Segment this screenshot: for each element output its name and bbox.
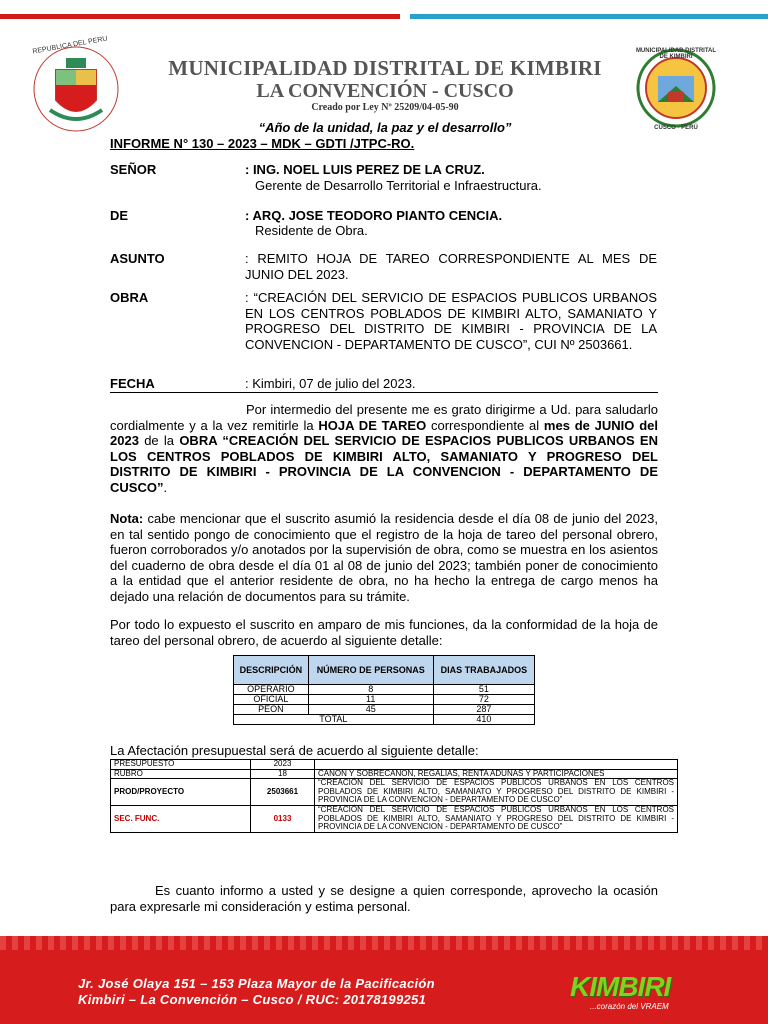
intro-paragraph: Por intermedio del presente me es grato dirigirme a Ud. para saludarlo cordialmente y a la vez remitirle la HOJA DE TAREO correspondiente al mes de JUNIO del 2023 de la OBRA “CREACIÓN DEL SERVICIO DE ESPACIOS PUBLICOS URBANOS EN LOS CENTROS POBLADOS DE KIMBIRI ALTO, SAMANIATO Y PROGRESO DEL DISTRITO DE KIMBIRI - PROVINCIA DE LA CONVENCION - DEPARTAMENTO DE CUSCO”. <box>110 402 658 495</box>
informe-number: INFORME N° 130 – 2023 – MDK – GDTI /JTPC-RO. <box>110 136 415 151</box>
table-cell: OPERARIO <box>234 685 309 695</box>
logo-tagline: ...corazón del VRAEM <box>590 1002 669 1011</box>
header-stripe-red <box>0 14 400 19</box>
table-cell: 2503661 <box>251 779 315 806</box>
table-cell: 51 <box>433 685 534 695</box>
table-row <box>234 685 535 695</box>
table-header: NÚMERO DE PERSONAS <box>308 656 433 685</box>
workers-table <box>233 655 535 725</box>
table-row <box>111 779 678 806</box>
de-name: : ARQ. JOSE TEODORO PIANTO CENCIA. <box>245 208 503 223</box>
table-cell: PROD/PROYECTO <box>111 779 251 806</box>
conformity-paragraph: Por todo lo expuesto el suscrito en amparo de mis funciones, da la conformidad de la hoja de tareo del personal obrero, de acuerdo al siguiente detalle: <box>110 617 658 648</box>
footer-ruc: Kimbiri – La Convención – Cusco / RUC: 20178199251 <box>78 992 427 1007</box>
table-cell: “CREACIÓN DEL SERVICIO DE ESPACIOS PUBLICOS URBANOS EN LOS CENTROS POBLADOS DE KIMBIRI ALTO, SAMANIATO Y PROGRESO DEL DISTRITO DE KIMBIRI - PROVINCIA DE LA CONVENCION - DEPARTAMENTO DE CUSCO” <box>315 779 678 806</box>
table-cell: “CREACIÓN DEL SERVICIO DE ESPACIOS PUBLICOS URBANOS EN LOS CENTROS POBLADOS DE KIMBIRI ALTO, SAMANIATO Y PROGRESO DEL DISTRITO DE KIMBIRI - PROVINCIA DE LA CONVENCION - DEPARTAMENTO DE CUSCO” <box>315 805 678 832</box>
year-motto: “Año de la unidad, la paz y el desarrollo” <box>258 120 512 135</box>
table-cell: PRESUPUESTO <box>111 760 251 770</box>
table-row <box>111 805 678 832</box>
logo-text: KIMBIRI <box>570 971 671 1002</box>
table-row <box>234 705 535 715</box>
table-header: DESCRIPCIÓN <box>234 656 309 685</box>
closing-paragraph: Es cuanto informo a usted y se designe a quien corresponde, aprovecho la ocasión para expresarle mi consideración y estima personal. <box>110 883 658 914</box>
table-cell: PEON <box>234 705 309 715</box>
table-cell: 8 <box>308 685 433 695</box>
page-title: MUNICIPALIDAD DISTRITAL DE KIMBIRI <box>168 56 602 80</box>
table-cell: 45 <box>308 705 433 715</box>
table-cell: SEC. FUNC. <box>111 805 251 832</box>
total-value: 410 <box>433 715 534 725</box>
kimbiri-logo <box>570 972 680 1012</box>
seal-left-label: REPUBLICA DEL PERU <box>31 35 109 56</box>
page-subtitle: LA CONVENCIÓN - CUSCO <box>256 80 514 102</box>
obra-label: OBRA <box>110 290 149 305</box>
table-cell: 2023 <box>251 760 315 770</box>
table-cell: RUBRO <box>111 769 251 779</box>
senor-role: Gerente de Desarrollo Territorial e Infraestructura. <box>255 178 542 193</box>
table-row <box>234 695 535 705</box>
budget-table <box>110 759 678 833</box>
table-cell: 287 <box>433 705 534 715</box>
de-label: DE <box>110 208 129 223</box>
divider <box>110 392 658 393</box>
budget-intro: La Afectación presupuestal será de acuerdo al siguiente detalle: <box>110 743 479 758</box>
table-cell: 11 <box>308 695 433 705</box>
senor-label: SEÑOR <box>110 162 157 177</box>
asunto-value: : REMITO HOJA DE TAREO CORRESPONDIENTE AL MES DE JUNIO DEL 2023. <box>245 251 657 282</box>
fecha-value: : Kimbiri, 07 de julio del 2023. <box>245 376 416 391</box>
asunto-label: ASUNTO <box>110 251 165 266</box>
table-total-row <box>234 715 535 725</box>
nota-paragraph: Nota: cabe mencionar que el suscrito asumió la residencia desde el día 08 de junio del 2023, en tal sentido pongo de conocimiento que el registro de la hoja de tareo del personal obrero, fueron corroborados y/o anotados por la supervisión de obra, como se muestra en los asientos del cuaderno de obra desde el día 01 al 08 de junio del 2023; también poner de conocimiento a la entidad que el anterior residente de obra, no ha hecho la entrega de cargo menos ha dejado una relación de documentos para su trámite. <box>110 511 658 604</box>
de-role: Residente de Obra. <box>255 223 368 238</box>
seal-right-label: MUNICIPALIDAD DISTRITAL DE KIMBIRI <box>635 48 717 60</box>
table-cell: CANON Y SOBRECANON, REGALIAS, RENTA ADUNAS Y PARTICIPACIONES <box>315 769 678 779</box>
table-cell: OFICIAL <box>234 695 309 705</box>
creation-law: Creado por Ley Nº 25209/04-05-90 <box>311 102 459 113</box>
senor-name: : ING. NOEL LUIS PEREZ DE LA CRUZ. <box>245 162 485 177</box>
header-stripe-blue <box>410 14 768 19</box>
obra-value: : “CREACIÓN DEL SERVICIO DE ESPACIOS PUBLICOS URBANOS EN LOS CENTROS POBLADOS DE KIMBIRI ALTO, SAMANIATO Y PROGRESO DEL DISTRITO DE KIMBIRI - PROVINCIA DE LA CONVENCION - DEPARTAMENTO DE CUSCO”, CUI Nº 2503661. <box>245 290 657 352</box>
footer-pattern <box>0 936 768 950</box>
total-label: TOTAL <box>234 715 434 725</box>
table-cell: 18 <box>251 769 315 779</box>
table-cell: 0133 <box>251 805 315 832</box>
table-cell <box>315 760 678 770</box>
table-row <box>111 760 678 770</box>
table-cell: 72 <box>433 695 534 705</box>
seal-right-bottom: CUSCO - PERÚ <box>654 125 698 131</box>
table-header: DIAS TRABAJADOS <box>433 656 534 685</box>
fecha-label: FECHA <box>110 376 155 391</box>
footer-address: Jr. José Olaya 151 – 153 Plaza Mayor de la Pacificación <box>78 976 435 991</box>
peru-coat-of-arms-icon <box>30 40 122 138</box>
